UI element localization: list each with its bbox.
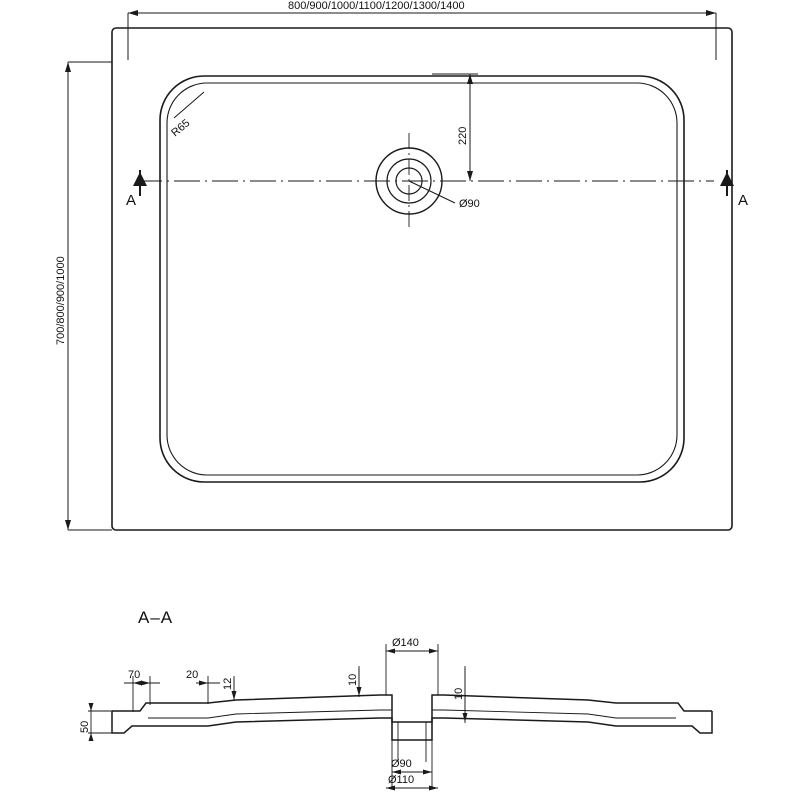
arrow-70-b xyxy=(141,681,150,686)
top-view xyxy=(55,0,748,530)
label-10-left: 10 xyxy=(347,673,359,686)
arrow-top-left xyxy=(128,10,138,16)
label-110: Ø110 xyxy=(388,774,415,786)
arrow-left-top xyxy=(65,62,71,72)
arrow-140-b xyxy=(429,649,438,654)
basin-outline-inner xyxy=(167,83,677,475)
r65-leader-line xyxy=(174,92,204,118)
arrow-top-right xyxy=(706,10,716,16)
left-height-label: 700/800/900/1000 xyxy=(55,256,67,345)
arrow-12 xyxy=(232,691,237,700)
arrow-110-a xyxy=(386,786,395,791)
offset-arrow-bottom xyxy=(467,171,473,181)
label-50: 50 xyxy=(79,720,91,733)
arrow-left-bottom xyxy=(65,520,71,530)
section-letter-right: A xyxy=(738,192,749,209)
label-10-right: 10 xyxy=(453,687,465,700)
arrow-140-a xyxy=(386,649,395,654)
arrow-110-b xyxy=(429,786,438,791)
section-marker-left xyxy=(126,170,147,209)
section-view-label: A–A xyxy=(138,608,174,627)
section-arrow-left xyxy=(133,172,147,186)
label-140: Ø140 xyxy=(392,637,419,649)
drain-offset-dimension xyxy=(432,74,478,181)
offset-label: 220 xyxy=(457,126,469,145)
section-bottom-surface xyxy=(112,711,712,740)
arrow-50-a xyxy=(89,703,94,711)
arrow-70-a xyxy=(133,681,142,686)
drain-diameter-label: Ø90 xyxy=(459,198,480,210)
label-12: 12 xyxy=(222,677,234,690)
section-marker-right xyxy=(720,170,748,209)
top-width-label: 800/900/1000/1100/1200/1300/1400 xyxy=(288,0,465,12)
arrow-50-b xyxy=(89,733,94,741)
r65-label: R65 xyxy=(169,117,193,140)
label-70: 70 xyxy=(128,669,141,681)
section-letter-left: A xyxy=(126,192,137,209)
section-profile xyxy=(112,695,712,740)
arrow-10-right xyxy=(463,713,468,722)
arrow-10-left xyxy=(357,687,362,696)
label-90: Ø90 xyxy=(391,758,412,770)
label-20: 20 xyxy=(186,669,199,681)
drain-hole-walls xyxy=(398,722,426,740)
arrow-20-a xyxy=(199,681,208,686)
dimension-lines-top xyxy=(68,13,716,530)
section-view xyxy=(79,608,712,791)
section-inner-detail xyxy=(148,710,676,718)
tray-outline xyxy=(112,28,732,530)
arrow-90-b xyxy=(423,770,432,775)
basin-outline-outer xyxy=(160,76,684,482)
